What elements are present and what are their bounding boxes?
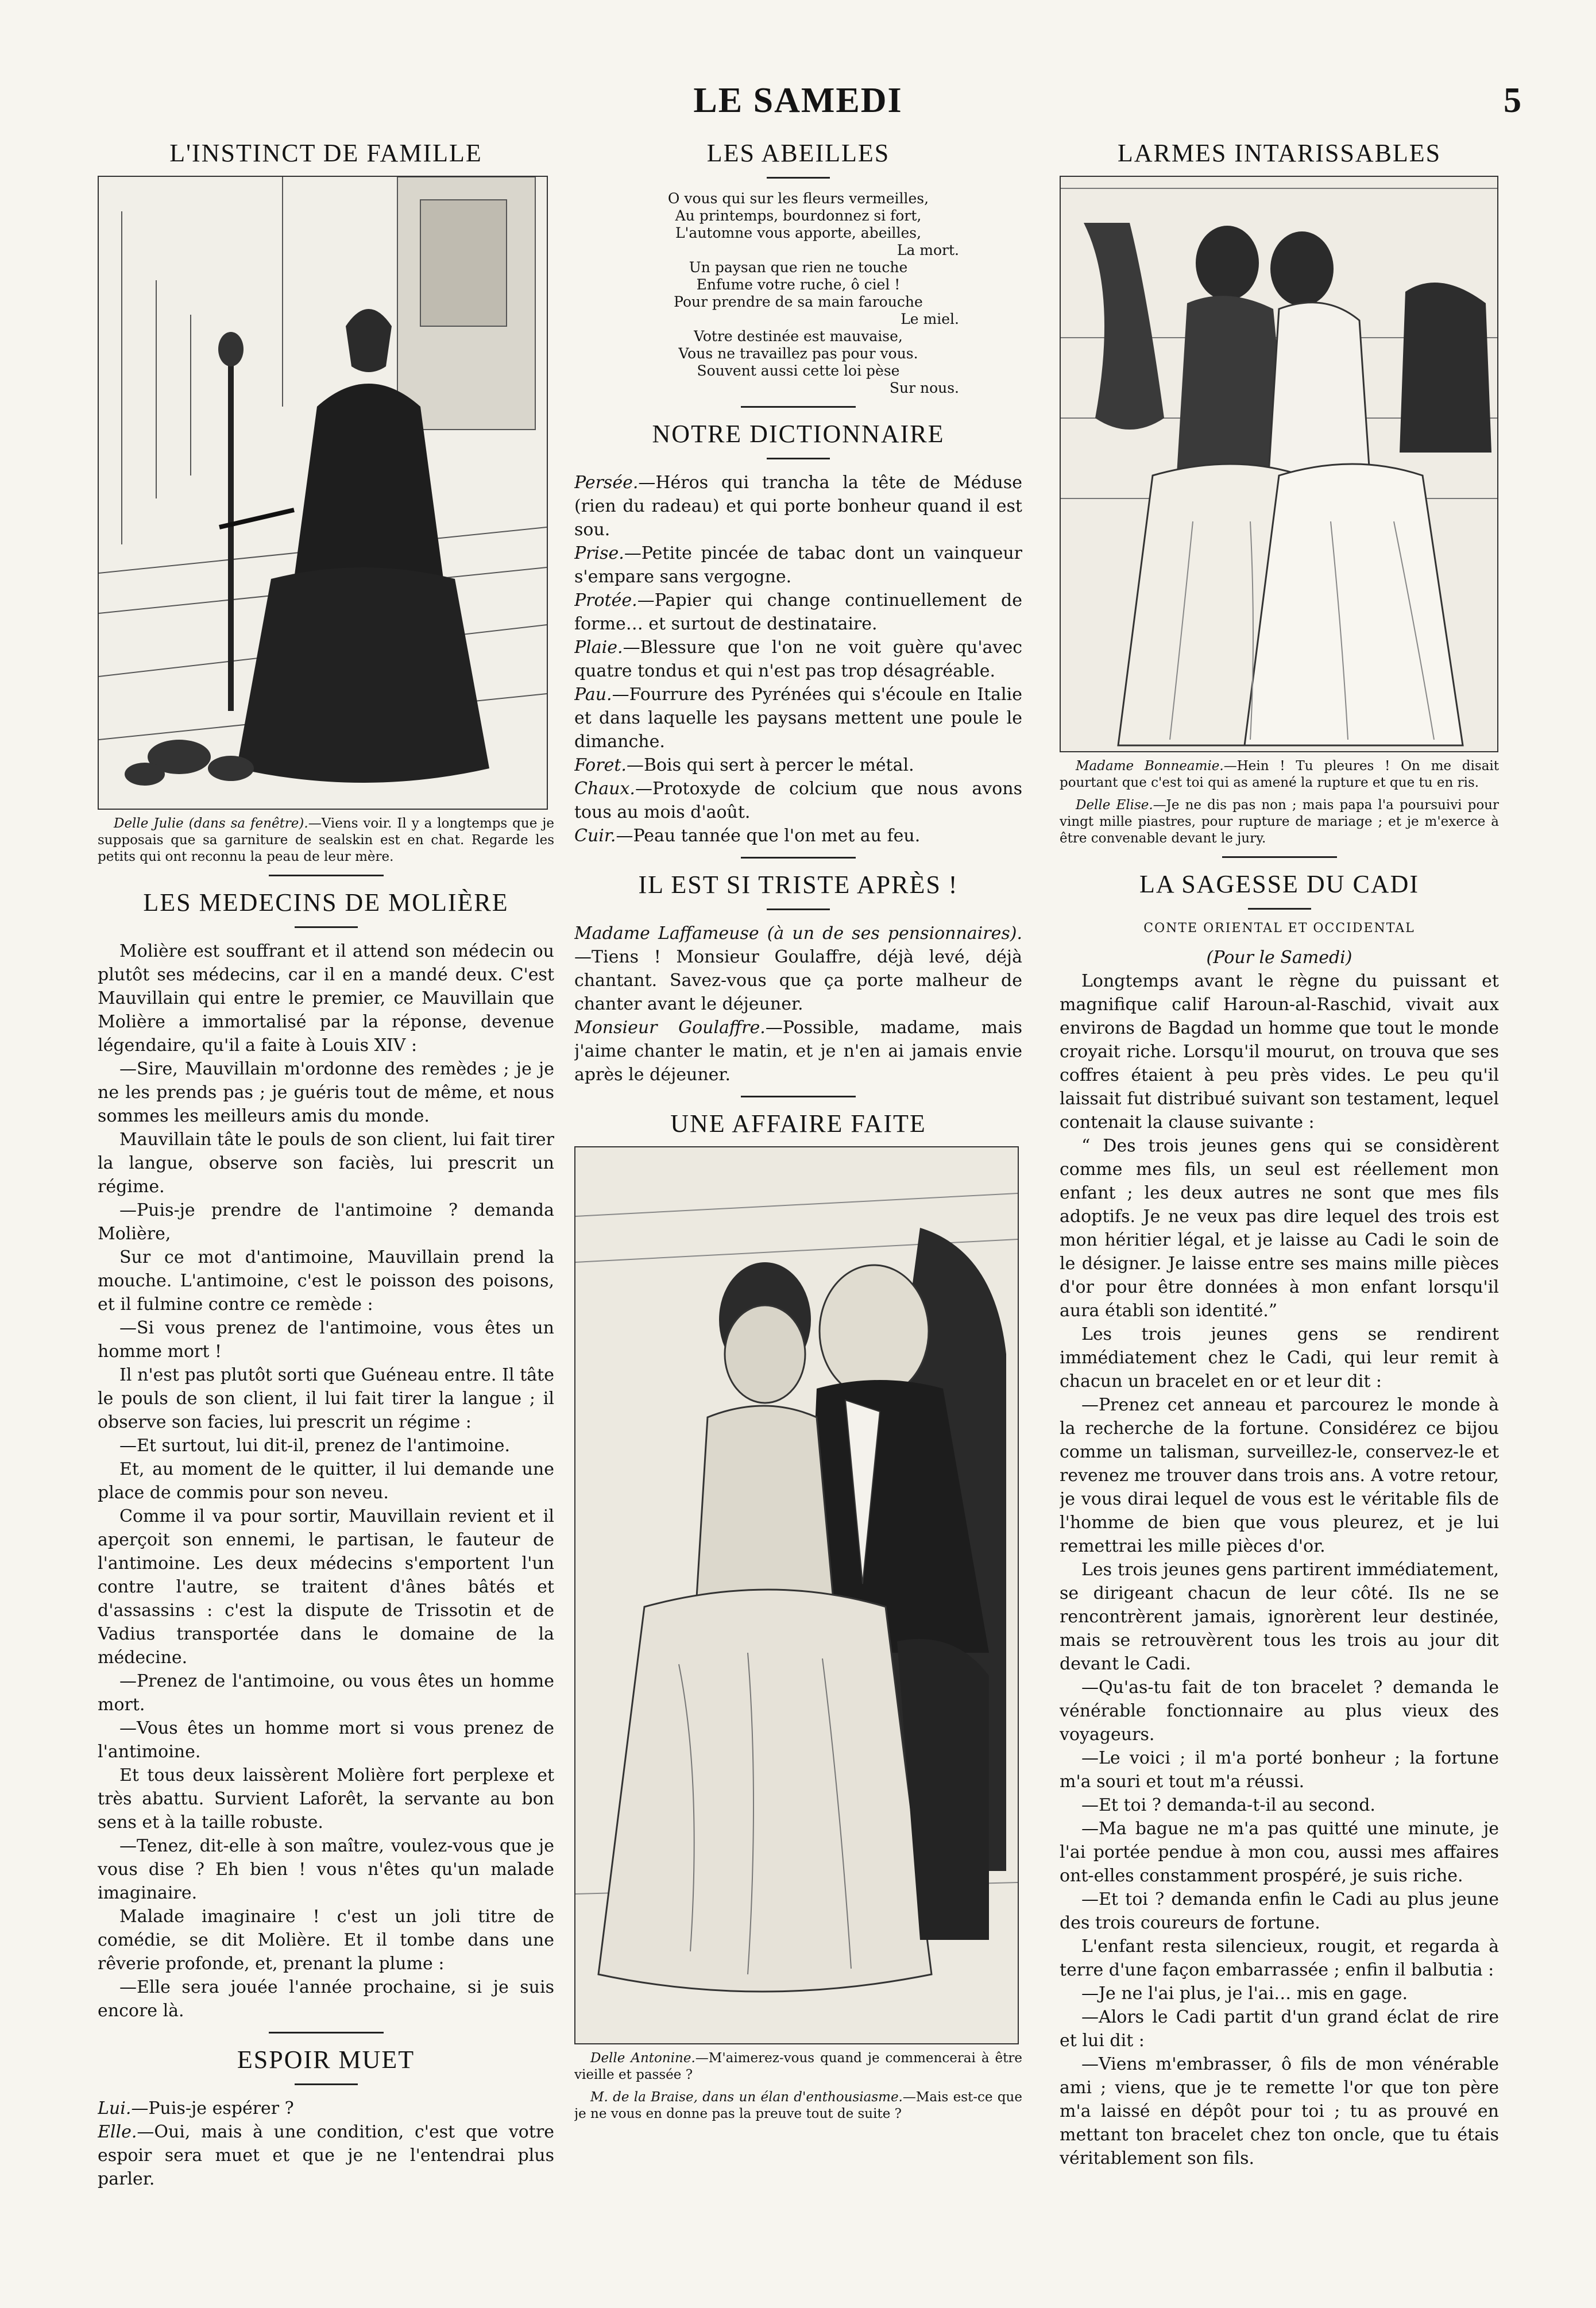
separator — [741, 406, 856, 408]
dictionnaire-entry — [574, 824, 1022, 848]
separator — [1248, 908, 1311, 910]
triste-text: —Tiens ! Monsieur Goulaffre, déjà levé, déjà chantant. Savez-vous que ça porte malheur de chanter avant le déjeuner. — [574, 947, 1022, 1014]
entry-definition: —Papier qui change continuellement de forme… et surtout de destinataire. — [574, 590, 1022, 634]
poem-verse: Pour prendre de sa main farouche — [674, 293, 923, 310]
instinct-caption-speaker: Delle Julie (dans sa fenêtre). — [114, 816, 308, 831]
affaire-caption-speaker: Delle Antonine. — [590, 2051, 695, 2066]
espoir-text: —Puis-je espérer ? — [131, 2098, 294, 2118]
medecins-paragraph: Molière est souffrant et il attend son médecin ou plutôt ses médecins, car il en a mandé deux. C'est Mauvillain qui entre le premier, ce Mauvillain que Molière a immortalisé par la réponse, devenue légendaire, qu'il a faite à Louis XIV : — [98, 941, 554, 1056]
cadi-paragraph: —Viens m'embrasser, ô fils de mon vénérable ami ; viens, que je te remette l'or que ton père m'a laissé en dépôt pour toi ; tu as prouvé en mettant ton bracelet chez ton oncle, que tu étais véritablement son fils. — [1060, 2054, 1499, 2168]
medecins-body — [98, 940, 554, 2023]
entry-word: Pau. — [574, 685, 612, 705]
medecins-paragraph: —Elle sera jouée l'année prochaine, si je suis encore là. — [98, 1977, 554, 2021]
poem-verse: Au printemps, bourdonnez si fort, — [675, 207, 922, 224]
espoir-speaker: Lui. — [98, 2098, 132, 2118]
entry-definition: —Fourrure des Pyrénées qui s'écoule en Italie et dans laquelle les paysans mettent une poule le dimanche. — [574, 685, 1022, 752]
poem-verse: O vous qui sur les fleurs vermeilles, — [667, 190, 929, 207]
dictionnaire-entry — [574, 542, 1022, 589]
cadi-paragraph: —Je ne l'ai plus, je l'ai… mis en gage. — [1081, 1984, 1408, 2004]
instinct-title: L'INSTINCT DE FAMILLE — [169, 139, 482, 167]
triste-text: —Possible, madame, mais j'aime chanter le matin, et je n'en ai jamais envie après le déjeuner. — [574, 1018, 1022, 1085]
poem-verse: L'automne vous apporte, abeilles, — [675, 225, 922, 241]
entry-definition: —Bois qui sert à percer le métal. — [626, 755, 914, 775]
dictionnaire-entry — [574, 777, 1022, 824]
espoir-line — [98, 2097, 554, 2120]
poem-verse: Vous ne travaillez pas pour vous. — [678, 345, 918, 362]
dictionnaire-entry — [574, 589, 1022, 636]
cadi-paragraph: Longtemps avant le règne du puissant et magnifique calif Haroun-al-Raschid, vivait aux environs de Bagdad un homme que tout le monde croyait riche. Lorsqu'il mourut, on trouva que ses coffres étaient à peu près vides. Le peu qu'il laissait fut distribué suivant son testament, lequel contenait la clause suivante : — [1060, 971, 1499, 1132]
affaire-title: UNE AFFAIRE FAITE — [670, 1109, 926, 1138]
larmes-title: LARMES INTARISSABLES — [1117, 139, 1442, 167]
dictionnaire-entry — [574, 471, 1022, 542]
separator — [295, 2083, 358, 2085]
entry-definition: —Peau tannée que l'on met au feu. — [616, 826, 921, 846]
larmes-caption-speaker: Madame Bonneamie. — [1076, 759, 1224, 774]
entry-definition: —Protoxyde de colcium que nous avons tous au mois d'août. — [574, 779, 1022, 822]
medecins-paragraph: Et tous deux laissèrent Molière fort perplexe et très abattu. Survient Laforêt, la servante au bon sens et à la taille robuste. — [98, 1765, 554, 1833]
larmes-caption-line — [1060, 797, 1499, 847]
cadi-paragraph: Les trois jeunes gens partirent immédiatement, se dirigeant chacun de leur côté. Ils ne se rencontrèrent jamais, ignorèrent leur destinée, mais se retrouvèrent tous les trois au jour dit devant le Cadi. — [1060, 1560, 1499, 1674]
abeilles-poem — [574, 190, 1022, 397]
cadi-paragraph: L'enfant resta silencieux, rougit, et regarda à terre d'une façon embarrassée ; enfin il balbutia : — [1060, 1936, 1499, 1980]
poem-verse: Enfume votre ruche, ô ciel ! — [696, 276, 901, 293]
cadi-title: LA SAGESSE DU CADI — [1139, 870, 1420, 898]
poem-verse: Sur nous. — [889, 380, 959, 396]
medecins-paragraph: Et, au moment de le quitter, il lui demande une place de commis pour son neveu. — [98, 1459, 554, 1503]
espoir-title: ESPOIR MUET — [237, 2046, 415, 2074]
woman-with-parasol-engraving — [99, 177, 547, 809]
medecins-paragraph: —Vous êtes un homme mort si vous prenez de l'antimoine. — [98, 1718, 554, 1762]
entry-word: Chaux. — [574, 779, 635, 799]
separator — [741, 1096, 856, 1097]
newspaper-title: LE SAMEDI — [693, 81, 903, 120]
affaire-illustration — [574, 1146, 1019, 2044]
affaire-caption-text: —Mais est-ce que je ne vous en donne pas la preuve tout de suite ? — [574, 2090, 1022, 2121]
cadi-paragraph: —Et toi ? demanda enfin le Cadi au plus jeune des trois coureurs de fortune. — [1060, 1889, 1499, 1933]
triste-line — [574, 922, 1022, 1016]
entry-word: Foret. — [574, 755, 627, 775]
medecins-paragraph: —Puis-je prendre de l'antimoine ? demanda Molière, — [98, 1200, 554, 1244]
medecins-paragraph: —Prenez de l'antimoine, ou vous êtes un homme mort. — [98, 1671, 554, 1715]
triste-speaker: Monsieur Goulaffre. — [574, 1018, 766, 1038]
affaire-caption-line — [574, 2050, 1022, 2083]
medecins-paragraph: Il n'est pas plutôt sorti que Guéneau entre. Il tâte le pouls de son client, il lui fait tirer la langue ; il observe son facies, lui prescrit un régime : — [98, 1365, 554, 1432]
entry-word: Prise. — [574, 543, 624, 563]
poem-verse: Le miel. — [901, 311, 959, 327]
cadi-paragraph: —Le voici ; il m'a porté bonheur ; la fortune m'a souri et tout m'a réussi. — [1060, 1748, 1499, 1792]
separator — [767, 458, 830, 459]
larmes-caption-speaker: Delle Elise. — [1076, 798, 1153, 813]
page-number: 5 — [1504, 81, 1521, 120]
separator — [767, 177, 830, 179]
cadi-byline-text: (Pour le Samedi) — [1206, 948, 1352, 968]
larmes-illustration — [1060, 176, 1498, 752]
dictionnaire-entry — [574, 753, 1022, 777]
poem-verse: La mort. — [896, 242, 959, 258]
cadi-subtitle: CONTE ORIENTAL ET OCCIDENTAL — [1143, 921, 1415, 935]
cadi-paragraph: Les trois jeunes gens se rendirent immédiatement chez le Cadi, qui leur remit à chacun un bracelet en or et leur dit : — [1060, 1324, 1499, 1391]
cadi-byline — [1060, 946, 1499, 969]
medecins-paragraph: Malade imaginaire ! c'est un joli titre de comédie, se dit Molière. Et il tombe dans une rêverie profonde, et, prenant la plume : — [98, 1907, 554, 1974]
abeilles-title: LES ABEILLES — [706, 139, 890, 167]
cadi-paragraph: —Et toi ? demanda-t-il au second. — [1081, 1795, 1375, 1815]
cadi-paragraph: —Prenez cet anneau et parcourez le monde à la recherche de la fortune. Considérez ce bijou comme un talisman, surveillez-le, conservez-le et revenez me trouver dans trois ans. A votre retour, je vous dirai lequel de vous est le véritable fils de l'homme de bien que vous pleurez, et je lui remettrai les mille pièces d'or. — [1060, 1395, 1499, 1556]
medecins-paragraph: —Et surtout, lui dit-il, prenez de l'antimoine. — [119, 1436, 511, 1456]
larmes-caption-text: —Je ne dis pas non ; mais papa l'a poursuivi pour vingt mille piastres, pour rupture de mariage ; et je m'exerce à être convenable devant le jury. — [1060, 798, 1499, 846]
medecins-paragraph: Mauvillain tâte le pouls de son client, lui fait tirer la langue, observe son faciès, lui prescrit un régime. — [98, 1130, 554, 1197]
separator — [269, 2032, 384, 2033]
instinct-caption — [98, 815, 554, 865]
separator — [295, 926, 358, 928]
affaire-caption-text: —M'aimerez-vous quand je commencerai à être vieille et passée ? — [574, 2051, 1022, 2082]
instinct-illustration — [98, 176, 548, 810]
triste-title: IL EST SI TRISTE APRÈS ! — [638, 871, 959, 899]
couple-seated-engraving — [575, 1147, 1018, 2043]
separator — [741, 857, 856, 859]
affaire-caption-line — [574, 2089, 1022, 2123]
entry-word: Cuir. — [574, 826, 616, 846]
entry-word: Protée. — [574, 590, 637, 610]
cadi-body — [1060, 969, 1499, 2170]
entry-definition: —Héros qui trancha la tête de Méduse (rien du radeau) et qui porte bonheur quand il est sou. — [574, 473, 1022, 540]
medecins-paragraph: Sur ce mot d'antimoine, Mauvillain prend la mouche. L'antimoine, c'est le poisson des poisons, et il fulmine contre ce remède : — [98, 1247, 554, 1315]
dictionnaire-entry — [574, 636, 1022, 683]
entry-word: Persée. — [574, 473, 639, 493]
poem-verse: Votre destinée est mauvaise, — [694, 328, 903, 345]
dictionnaire-entry — [574, 683, 1022, 753]
larmes-caption-text: —Hein ! Tu pleures ! On me disait pourtant que c'est toi qui as amené la rupture et que tu en ris. — [1060, 759, 1499, 790]
separator — [269, 875, 384, 876]
cadi-paragraph: —Qu'as-tu fait de ton bracelet ? demanda le vénérable fonctionnaire au plus vieux des voyageurs. — [1060, 1677, 1499, 1745]
triste-speaker: Madame Laffameuse (à un de ses pensionnaires). — [574, 923, 1022, 944]
medecins-paragraph: —Sire, Mauvillain m'ordonne des remèdes ; je je ne les prends pas ; je guéris tout de même, et nous sommes les meilleurs amis du monde. — [98, 1059, 554, 1126]
column-right — [1060, 135, 1499, 2283]
medecins-paragraph: —Tenez, dit-elle à son maître, voulez-vous que je vous dise ? Eh bien ! vous n'êtes qu'un malade imaginaire. — [98, 1836, 554, 1903]
medecins-paragraph: Comme il va pour sortir, Mauvillain revient et il aperçoit son ennemi, le partisan, le fauteur de l'antimoine. Les deux médecins s'emportent l'un contre l'autre, se traitent d'ânes bâtés et d'assassins : c'est la dispute de Trissotin et de Vadius transportée dans le domaine de la médecine. — [98, 1506, 554, 1668]
larmes-caption-line — [1060, 758, 1499, 791]
espoir-speaker: Elle. — [98, 2122, 137, 2142]
affaire-caption-speaker: M. de la Braise, dans un élan d'enthousiasme. — [590, 2090, 903, 2105]
triste-line — [574, 1016, 1022, 1087]
separator — [1222, 856, 1337, 858]
dictionnaire-entries — [574, 471, 1022, 848]
dictionnaire-title: NOTRE DICTIONNAIRE — [652, 420, 945, 448]
cadi-paragraph: “ Des trois jeunes gens qui se considèrent comme mes fils, un seul est réellement mon enfant ; les deux autres ne sont que mes fils adoptifs. Je ne veux pas dire lequel des trois est mon héritier légal, et je laisse au Cadi le soin de le désigner. Je laisse entre ses mains mille pièces d'or pour être données à mon enfant lorsqu'il aura établi son identité.” — [1060, 1136, 1499, 1321]
poem-verse: Souvent aussi cette loi pèse — [697, 362, 900, 379]
separator — [767, 908, 830, 910]
column-middle — [574, 135, 1022, 2283]
entry-word: Plaie. — [574, 637, 623, 658]
espoir-line — [98, 2120, 554, 2191]
medecins-paragraph: —Si vous prenez de l'antimoine, vous êtes un homme mort ! — [98, 1318, 554, 1362]
cadi-paragraph: —Ma bague ne m'a pas quitté une minute, je l'ai portée pendue à mon cou, aussi mes affaires ont-elles constamment prospéré, je suis riche. — [1060, 1819, 1499, 1886]
two-women-engraving — [1061, 177, 1497, 751]
poem-verse: Un paysan que rien ne touche — [689, 259, 908, 276]
instinct-caption-text: —Viens voir. Il y a longtemps que je supposais que sa garniture de sealskin est en chat. Regarde les petits qui ont reconnu la peau de leur mère. — [98, 816, 554, 864]
medecins-title: LES MEDECINS DE MOLIÈRE — [143, 888, 509, 917]
cadi-paragraph: —Alors le Cadi partit d'un grand éclat de rire et lui dit : — [1060, 2007, 1499, 2051]
espoir-text: —Oui, mais à une condition, c'est que votre espoir sera muet et que je ne l'entendrai plus parler. — [98, 2122, 554, 2189]
masthead — [0, 80, 1596, 126]
entry-definition: —Petite pincée de tabac dont un vainqueur s'empare sans vergogne. — [574, 543, 1022, 587]
column-left — [98, 135, 554, 2283]
entry-definition: —Blessure que l'on ne voit guère qu'avec quatre tondus et qui n'est pas trop désagréable. — [574, 637, 1022, 681]
